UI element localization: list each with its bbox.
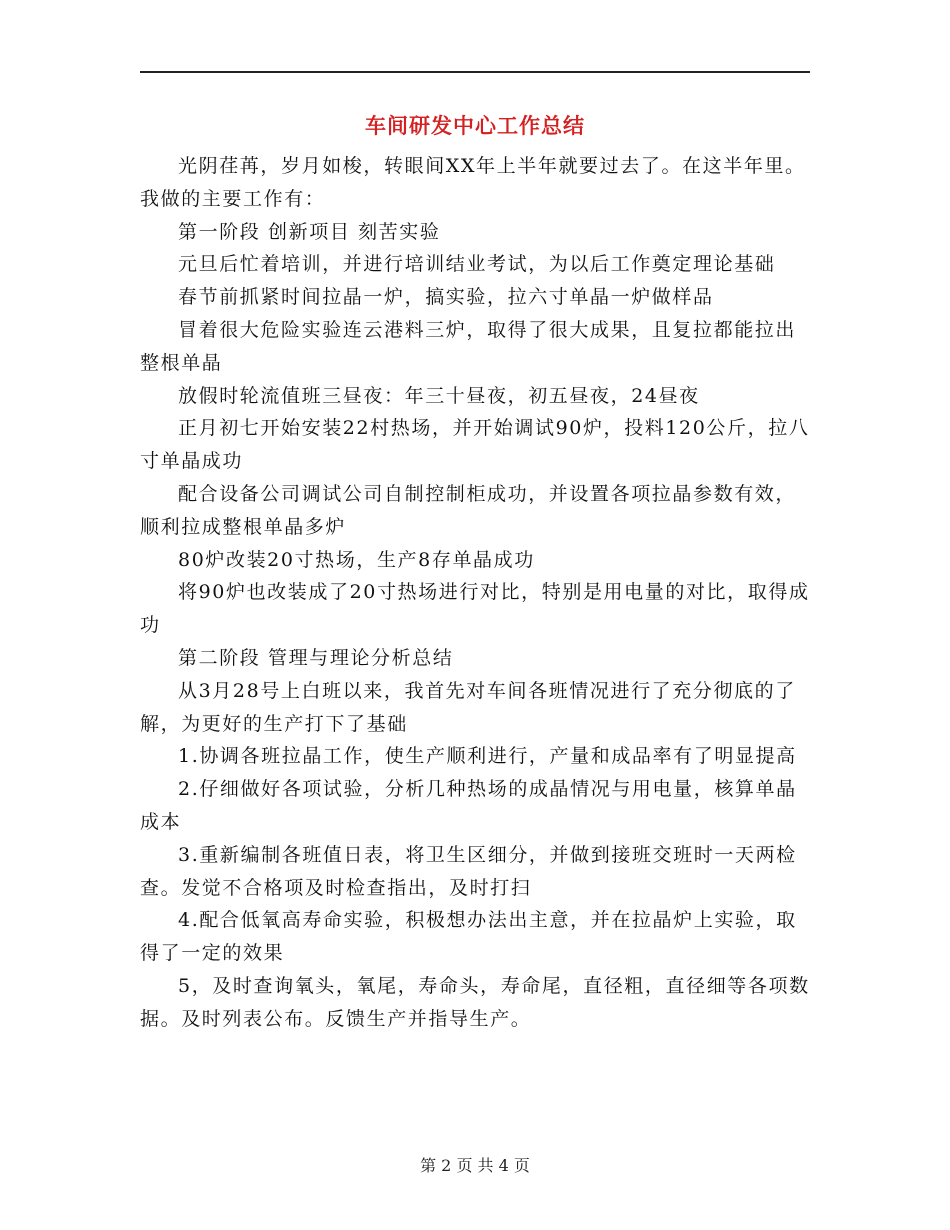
header-rule [140, 71, 810, 73]
section-heading: 第一阶段 创新项目 刻苦实验 [178, 220, 441, 243]
paragraph: 光阴荏苒，岁月如梭，转眼间XX年上半年就要过去了。在这半年里。我做的主要工作有： [140, 155, 806, 210]
paragraph: 冒着很大危险实验连云港料三炉，取得了很大成果，且复拉都能拉出整根单晶 [140, 318, 797, 374]
document-title: 车间研发中心工作总结 [365, 113, 585, 138]
list-item: 2.仔细做好各项试验，分析几种热场的成晶情况与用电量，核算单晶成本 [140, 778, 797, 833]
list-item: 1.协调各班拉晶工作，使生产顺利进行，产量和成品率有了明显提高 [178, 745, 797, 768]
document-body [140, 150, 812, 1036]
list-item: 4.配合低氧高寿命实验，积极想办法出主意，并在拉晶炉上实验，取得了一定的效果 [140, 909, 797, 965]
paragraph: 元旦后忙着培训，并进行培训结业考试，为以后工作奠定理论基础 [178, 253, 776, 276]
paragraph: 正月初七开始安装22村热场，并开始调试90炉，投料120公斤，拉八寸单晶成功 [140, 417, 810, 473]
paragraph: 将90炉也改装成了20寸热场进行对比，特别是用电量的对比，取得成功 [140, 581, 810, 637]
section-heading: 第二阶段 管理与理论分析总结 [178, 646, 454, 669]
paragraph: 80炉改装20寸热场，生产8存单晶成功 [178, 548, 535, 571]
list-item: 5，及时查询氧头，氧尾，寿命头，寿命尾，直径粗，直径细等各项数据。及时列表公布。反馈生产并指导生产。 [140, 974, 810, 1030]
paragraph: 春节前抓紧时间拉晶一炉，搞实验，拉六寸单晶一炉做样品 [178, 286, 714, 309]
page-number-footer: 第 2 页 共 4 页 [420, 1156, 530, 1175]
paragraph: 放假时轮流值班三昼夜：年三十昼夜，初五昼夜，24昼夜 [178, 384, 700, 407]
list-item: 3.重新编制各班值日表，将卫生区细分，并做到接班交班时一天两检查。发觉不合格项及时检查指出，及时打扫 [140, 843, 797, 899]
paragraph: 从3月28号上白班以来，我首先对车间各班情况进行了充分彻底的了解，为更好的生产打下了基础 [140, 679, 796, 735]
paragraph: 配合设备公司调试公司自制控制柜成功，并设置各项拉晶参数有效，顺利拉成整根单晶多炉 [140, 482, 797, 538]
